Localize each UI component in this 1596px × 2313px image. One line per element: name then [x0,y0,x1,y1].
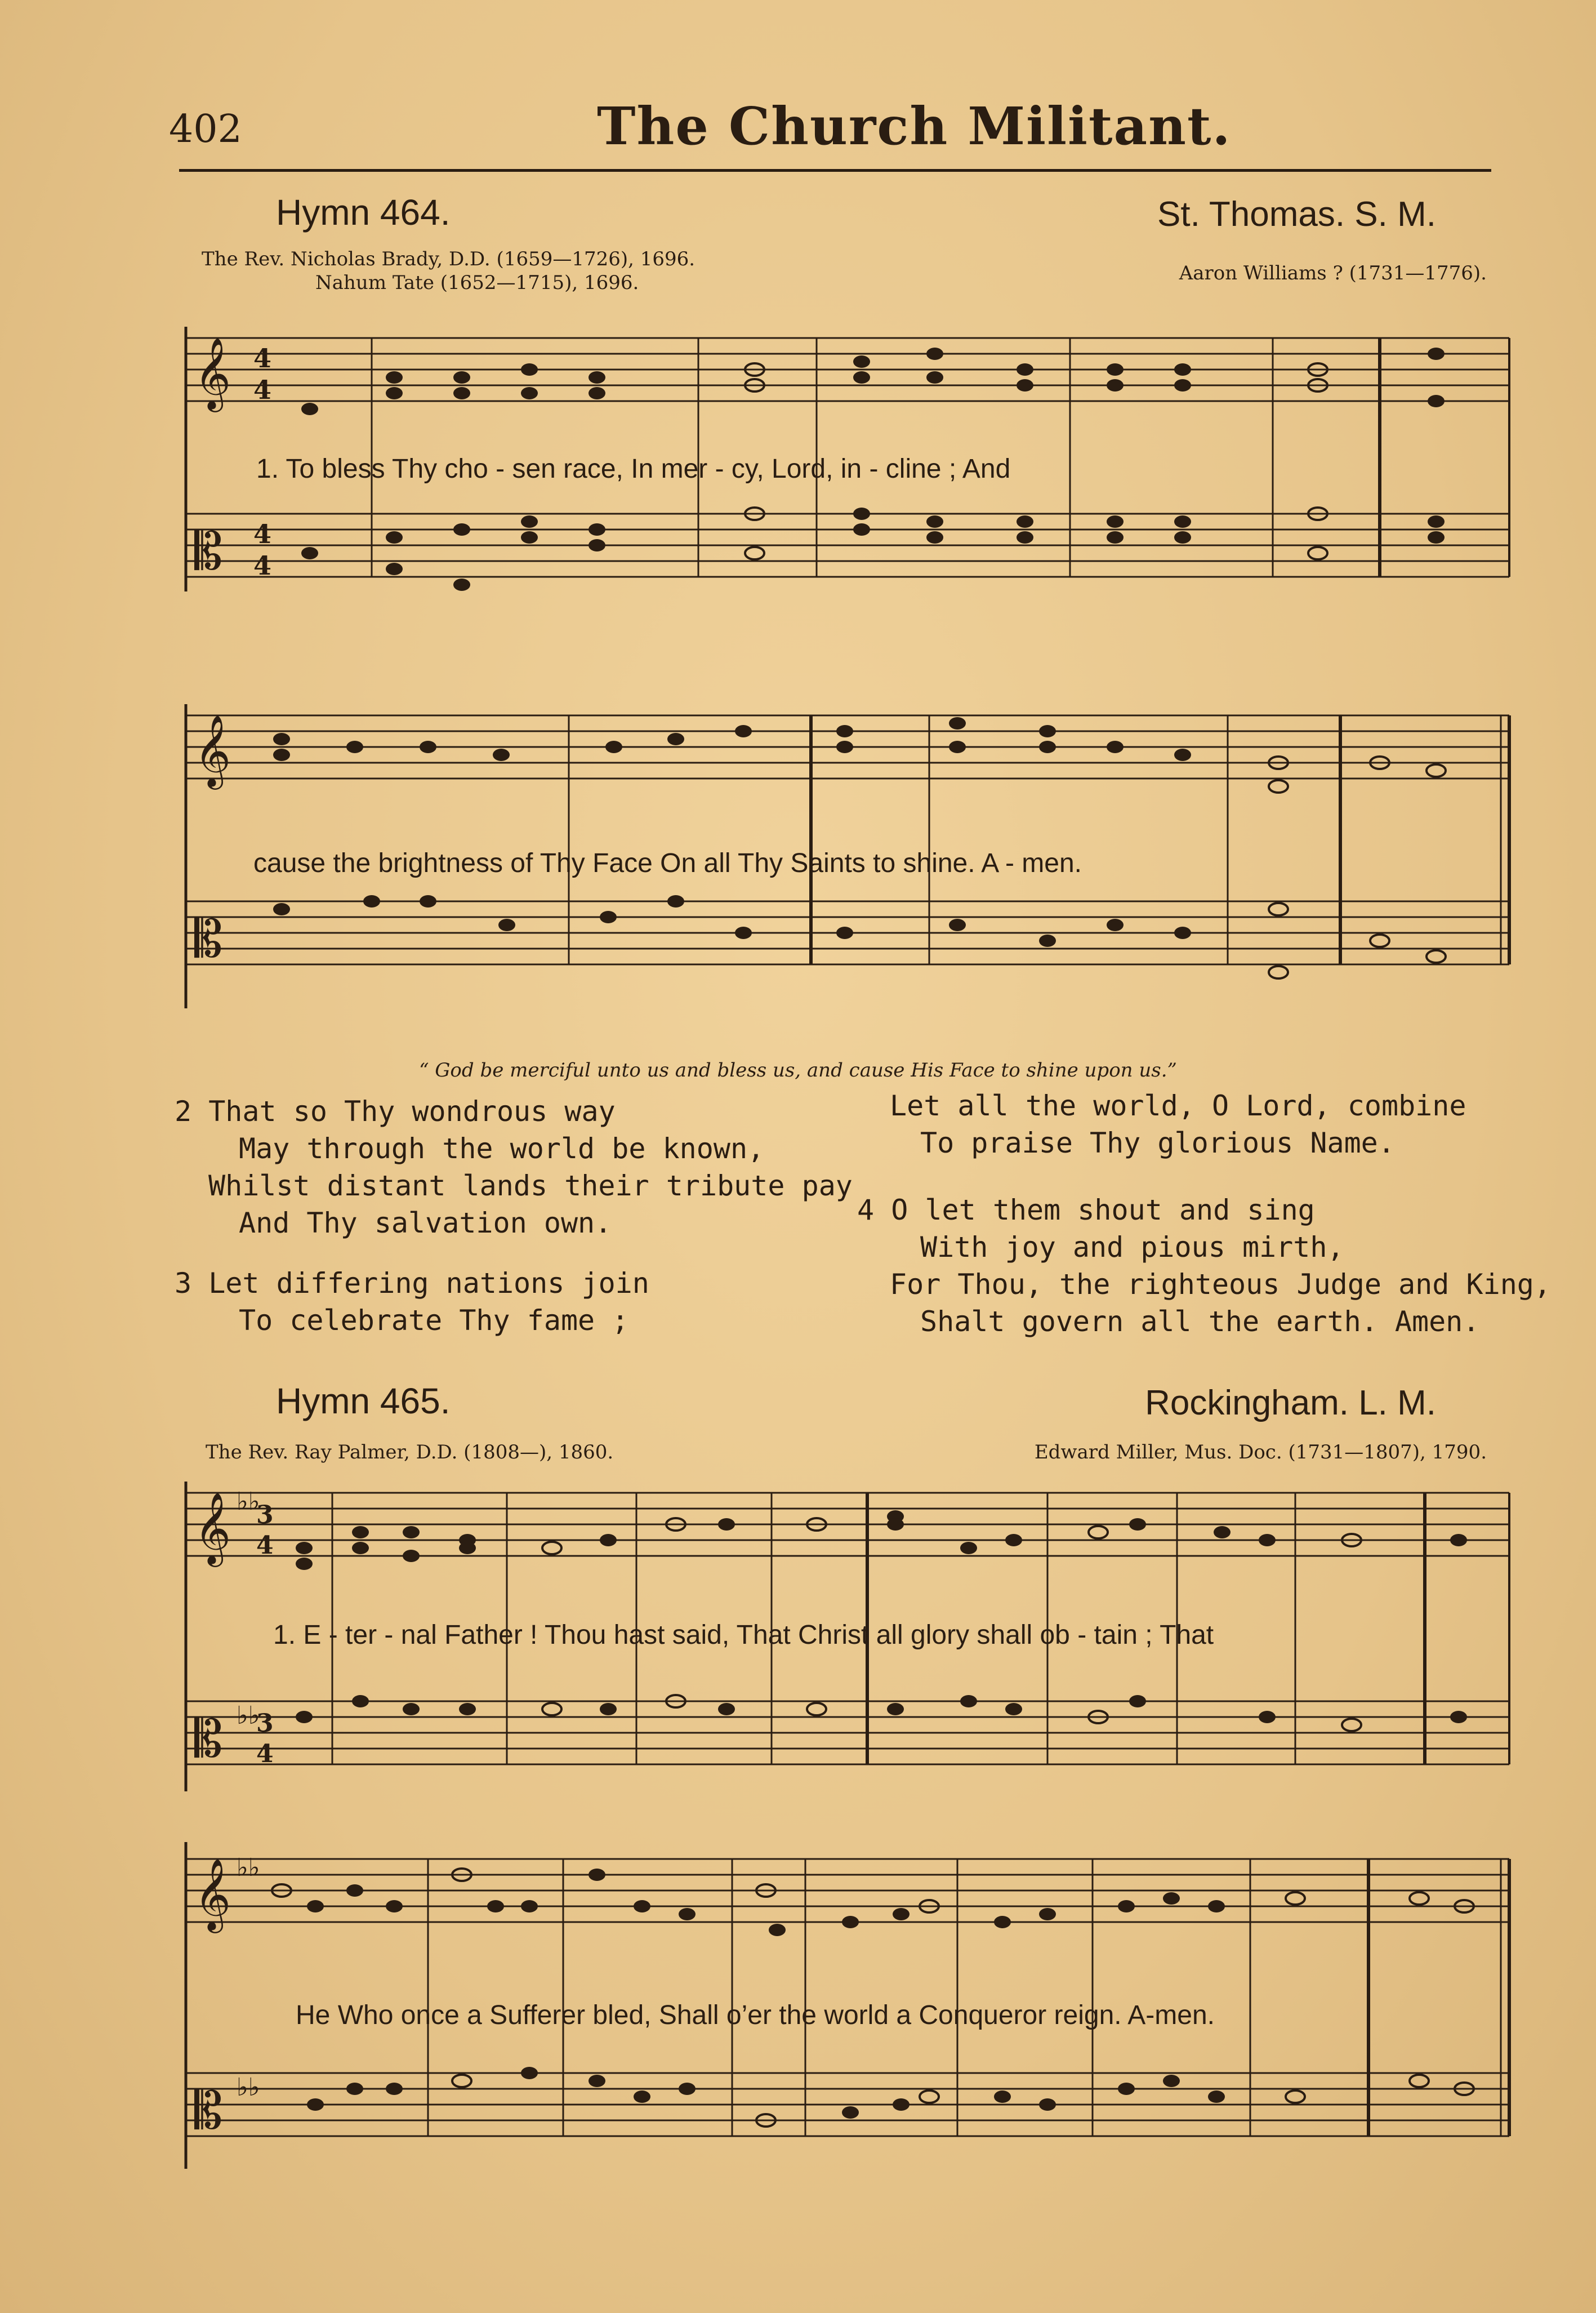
hymn-465-author: The Rev. Ray Palmer, D.D. (1808—), 1860. [206,1441,614,1464]
hymn-464-author: The Rev. Nicholas Brady, D.D. (1659—1726), 1696. [202,248,696,270]
verse-3-line-3: Let all the world, O Lord, combine [890,1089,1466,1122]
verse-4 [857,1191,1551,1340]
verse-3-line-4: To praise Thy glorious Name. [920,1127,1395,1159]
verse-4-line-1: 4 O let them shout and sing [857,1194,1315,1226]
svg-text:4: 4 [253,343,272,373]
svg-text:♭♭: ♭♭ [237,2073,260,2102]
svg-text:𝄞: 𝄞 [194,714,231,786]
svg-text:𝄡: 𝄡 [194,910,223,969]
svg-text:4: 4 [253,550,272,581]
hymn-464-lyrics-2: cause the brightness of Thy Face On all Thy Saints to shine. A - men. [253,848,1082,878]
svg-text:𝄡: 𝄡 [194,2081,223,2141]
svg-text:3: 3 [256,1709,274,1738]
svg-text:4: 4 [253,519,272,549]
svg-text:𝄡: 𝄡 [194,1710,223,1769]
hymn-464-composer: Aaron Williams ? (1731—1776). [1179,262,1487,284]
hymn-464-tune: St. Thomas. S. M. [1157,195,1436,234]
hymn-465-title: Hymn 465. [276,1381,451,1421]
svg-text:3: 3 [256,1501,274,1529]
verse-4-line-4: Shalt govern all the earth. Amen. [920,1305,1480,1338]
svg-text:♭♭: ♭♭ [237,1853,260,1882]
verse-2-line-2: May through the world be known, [239,1132,765,1165]
svg-text:𝄞: 𝄞 [194,1492,231,1564]
header-rule [179,169,1491,172]
hymn-465-composer: Edward Miller, Mus. Doc. (1731—1807), 1790. [1034,1441,1487,1464]
verse-3-continued [890,1087,1466,1162]
page-number: 402 [169,107,242,152]
verse-3 [175,1265,649,1339]
hymn-464-title: Hymn 464. [276,192,451,233]
hymn-464-author-2: Nahum Tate (1652—1715), 1696. [315,272,639,294]
verse-4-line-2: With joy and pious mirth, [920,1231,1344,1264]
hymn-465-lyrics-1: 1. E - ter - nal Father ! Thou hast said, That Christ all glory shall ob - tain ; That [273,1620,1214,1650]
svg-text:♭♭: ♭♭ [237,1701,260,1730]
svg-text:4: 4 [256,1531,274,1560]
svg-text:♭♭: ♭♭ [237,1487,260,1516]
svg-text:4: 4 [253,375,272,405]
verse-4-line-3: For Thou, the righteous Judge and King, [890,1268,1551,1301]
hymn-465-lyrics-2: He Who once a Sufferer bled, Shall o’er the world a Conqueror reign. A-men. [296,2000,1215,2030]
svg-text:𝄞: 𝄞 [194,1858,231,1930]
hymn-465-tune: Rockingham. L. M. [1145,1384,1436,1422]
running-title: The Church Militant. [597,96,1232,157]
svg-text:𝄡: 𝄡 [194,522,223,581]
svg-text:4: 4 [256,1740,274,1768]
hymn-464-lyrics-1: 1. To bless Thy cho - sen race, In mer - cy, Lord, in - cline ; And [256,454,1011,484]
verse-2 [175,1093,853,1242]
verse-2-line-1: 2 That so Thy wondrous way [175,1095,616,1128]
verse-3-line-1: 3 Let differing nations join [175,1267,649,1300]
svg-text:𝄞: 𝄞 [194,337,231,409]
verse-3-line-2: To celebrate Thy fame ; [239,1304,629,1337]
verse-2-line-3: Whilst distant lands their tribute pay [208,1169,853,1202]
scripture-quote: “ God be merciful unto us and bless us, and cause His Face to shine upon us.” [419,1059,1177,1082]
verse-2-line-4: And Thy salvation own. [239,1207,612,1239]
